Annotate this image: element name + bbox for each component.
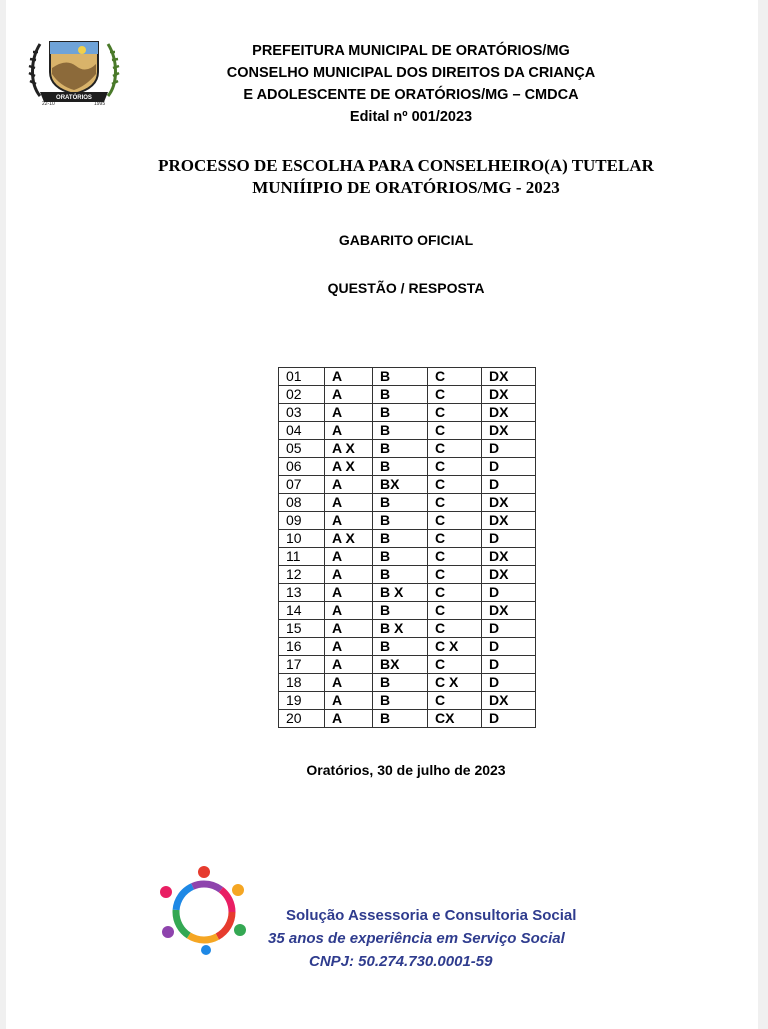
- option-b-cell: B: [373, 530, 428, 548]
- table-row: [279, 602, 536, 620]
- title-line-2: MUNIÍIPIO DE ORATÓRIOS/MG - 2023: [252, 178, 560, 197]
- question-number-cell: 16: [279, 638, 325, 656]
- option-c-cell: C: [428, 566, 482, 584]
- municipal-coat-of-arms-icon: [26, 34, 122, 106]
- option-a-cell: A: [325, 584, 373, 602]
- option-a-cell: A: [325, 512, 373, 530]
- question-number-cell: 01: [279, 368, 325, 386]
- option-d-cell: DX: [482, 548, 536, 566]
- option-d-cell: DX: [482, 386, 536, 404]
- table-row: [279, 620, 536, 638]
- question-number-cell: 17: [279, 656, 325, 674]
- table-row: [279, 566, 536, 584]
- table-row: [279, 530, 536, 548]
- option-d-cell: DX: [482, 368, 536, 386]
- option-c-cell: C: [428, 368, 482, 386]
- option-d-cell: DX: [482, 512, 536, 530]
- option-b-cell: B: [373, 638, 428, 656]
- document-title: [106, 155, 706, 199]
- question-number-cell: 15: [279, 620, 325, 638]
- gabarito-title: GABARITO OFICIAL: [338, 232, 474, 248]
- document-page: [6, 0, 758, 1029]
- option-c-cell: C: [428, 584, 482, 602]
- option-d-cell: D: [482, 584, 536, 602]
- option-a-cell: A: [325, 386, 373, 404]
- option-c-cell: C: [428, 602, 482, 620]
- option-a-cell: A: [325, 422, 373, 440]
- question-number-cell: 08: [279, 494, 325, 512]
- question-number-cell: 12: [279, 566, 325, 584]
- header-line-2: CONSELHO MUNICIPAL DOS DIREITOS DA CRIANÇA: [226, 65, 596, 81]
- option-b-cell: B: [373, 512, 428, 530]
- table-row: [279, 674, 536, 692]
- option-a-cell: A: [325, 404, 373, 422]
- option-c-cell: C: [428, 422, 482, 440]
- header-block: [156, 40, 666, 128]
- table-row: [279, 422, 536, 440]
- question-number-cell: 13: [279, 584, 325, 602]
- question-number-cell: 07: [279, 476, 325, 494]
- option-c-cell: C: [428, 512, 482, 530]
- option-b-cell: B: [373, 674, 428, 692]
- question-number-cell: 05: [279, 440, 325, 458]
- option-b-cell: B: [373, 368, 428, 386]
- option-a-cell: A: [325, 566, 373, 584]
- table-row: [279, 512, 536, 530]
- option-c-cell: CX: [428, 710, 482, 728]
- option-b-cell: B: [373, 440, 428, 458]
- option-a-cell: A: [325, 494, 373, 512]
- table-row: [279, 638, 536, 656]
- option-d-cell: D: [482, 710, 536, 728]
- logo-year-right: 1995: [94, 101, 106, 106]
- option-c-cell: C: [428, 440, 482, 458]
- option-b-cell: B: [373, 404, 428, 422]
- option-a-cell: A: [325, 548, 373, 566]
- question-number-cell: 14: [279, 602, 325, 620]
- table-row: [279, 656, 536, 674]
- option-a-cell: A X: [325, 440, 373, 458]
- option-a-cell: A: [325, 656, 373, 674]
- option-b-cell: B: [373, 692, 428, 710]
- option-d-cell: D: [482, 656, 536, 674]
- footer-firm-name: Solução Assessoria e Consultoria Social: [286, 907, 577, 924]
- question-number-cell: 03: [279, 404, 325, 422]
- question-number-cell: 06: [279, 458, 325, 476]
- option-a-cell: A: [325, 692, 373, 710]
- option-c-cell: C: [428, 494, 482, 512]
- question-number-cell: 11: [279, 548, 325, 566]
- option-d-cell: D: [482, 476, 536, 494]
- table-row: [279, 458, 536, 476]
- option-b-cell: B: [373, 548, 428, 566]
- option-d-cell: D: [482, 674, 536, 692]
- option-a-cell: A: [325, 476, 373, 494]
- option-b-cell: B: [373, 566, 428, 584]
- option-a-cell: A X: [325, 458, 373, 476]
- option-d-cell: D: [482, 638, 536, 656]
- option-c-cell: C X: [428, 674, 482, 692]
- option-c-cell: C: [428, 386, 482, 404]
- question-number-cell: 10: [279, 530, 325, 548]
- question-number-cell: 20: [279, 710, 325, 728]
- option-b-cell: B X: [373, 584, 428, 602]
- option-d-cell: DX: [482, 404, 536, 422]
- table-row: [279, 476, 536, 494]
- option-d-cell: DX: [482, 692, 536, 710]
- document-date: Oratórios, 30 de julho de 2023: [306, 762, 506, 778]
- option-b-cell: B: [373, 386, 428, 404]
- table-row: [279, 710, 536, 728]
- table-row: [279, 368, 536, 386]
- option-c-cell: C: [428, 458, 482, 476]
- option-a-cell: A: [325, 602, 373, 620]
- option-c-cell: C X: [428, 638, 482, 656]
- option-d-cell: D: [482, 620, 536, 638]
- option-c-cell: C: [428, 404, 482, 422]
- header-line-1: PREFEITURA MUNICIPAL DE ORATÓRIOS/MG: [252, 43, 570, 59]
- table-row: [279, 548, 536, 566]
- option-d-cell: DX: [482, 602, 536, 620]
- table-row: [279, 404, 536, 422]
- logo-year-left: 22-10: [42, 101, 55, 106]
- option-a-cell: A: [325, 710, 373, 728]
- option-a-cell: A X: [325, 530, 373, 548]
- title-line-1: PROCESSO DE ESCOLHA PARA CONSELHEIRO(A) TUTELAR: [158, 156, 654, 175]
- questao-title: QUESTÃO / RESPOSTA: [327, 280, 485, 296]
- option-b-cell: B X: [373, 620, 428, 638]
- table-row: [279, 440, 536, 458]
- option-c-cell: C: [428, 620, 482, 638]
- question-number-cell: 18: [279, 674, 325, 692]
- option-c-cell: C: [428, 656, 482, 674]
- option-b-cell: B: [373, 602, 428, 620]
- option-b-cell: B: [373, 710, 428, 728]
- option-a-cell: A: [325, 674, 373, 692]
- option-b-cell: B: [373, 422, 428, 440]
- option-a-cell: A: [325, 620, 373, 638]
- option-d-cell: D: [482, 458, 536, 476]
- option-b-cell: B: [373, 494, 428, 512]
- question-number-cell: 04: [279, 422, 325, 440]
- question-number-cell: 02: [279, 386, 325, 404]
- option-c-cell: C: [428, 476, 482, 494]
- option-d-cell: D: [482, 440, 536, 458]
- table-row: [279, 386, 536, 404]
- footer-experience: 35 anos de experiência em Serviço Social: [268, 930, 565, 947]
- option-d-cell: DX: [482, 422, 536, 440]
- option-a-cell: A: [325, 368, 373, 386]
- option-c-cell: C: [428, 548, 482, 566]
- table-row: [279, 584, 536, 602]
- logo-banner-text: ORATÓRIOS: [56, 95, 92, 101]
- option-b-cell: BX: [373, 476, 428, 494]
- question-number-cell: 19: [279, 692, 325, 710]
- footer-cnpj: CNPJ: 50.274.730.0001-59: [309, 953, 493, 970]
- table-row: [279, 494, 536, 512]
- option-d-cell: DX: [482, 494, 536, 512]
- header-line-4: Edital nº 001/2023: [349, 109, 473, 125]
- option-c-cell: C: [428, 692, 482, 710]
- answer-key-table: [278, 367, 536, 728]
- option-b-cell: B: [373, 458, 428, 476]
- option-b-cell: BX: [373, 656, 428, 674]
- people-circle-logo-icon: [152, 864, 256, 956]
- option-a-cell: A: [325, 638, 373, 656]
- option-d-cell: DX: [482, 566, 536, 584]
- option-c-cell: C: [428, 530, 482, 548]
- header-line-3: E ADOLESCENTE DE ORATÓRIOS/MG – CMDCA: [243, 87, 579, 103]
- question-number-cell: 09: [279, 512, 325, 530]
- option-d-cell: D: [482, 530, 536, 548]
- table-row: [279, 692, 536, 710]
